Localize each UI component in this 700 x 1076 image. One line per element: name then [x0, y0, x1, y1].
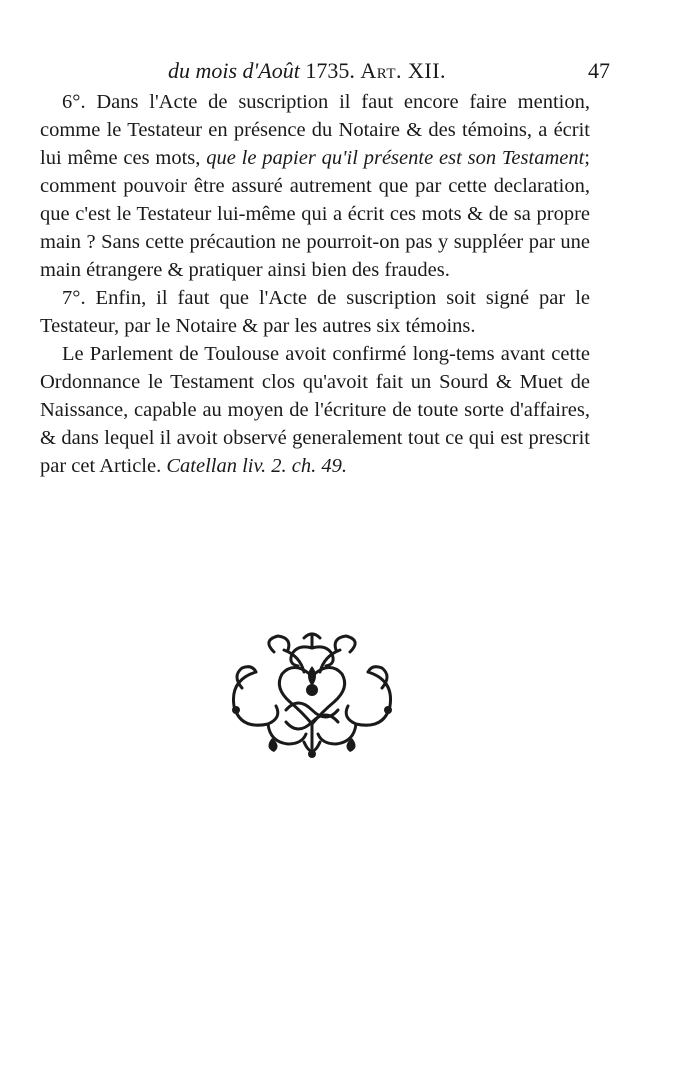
running-title-article: Art. XII.: [360, 58, 447, 83]
running-title: [168, 58, 446, 84]
citation: Catellan liv. 2. ch. 49.: [166, 455, 348, 477]
body-text: [40, 88, 590, 480]
paragraph-parlement: [40, 340, 590, 480]
paragraph-text: Enfin, il faut que l'Acte de suscription soit signé par le Testateur, par le Notaire & par les autres six témoins.: [40, 287, 590, 337]
page-number: 47: [588, 58, 610, 83]
running-title-italic: du mois d'Août: [168, 58, 300, 83]
paragraph-number: 7°.: [62, 287, 86, 309]
paragraph-7: [40, 284, 590, 340]
paragraph-text: Dans l'Acte de suscription il faut encore faire mention, comme le Testateur en présence du Notaire & des témoins, a écrit lui même ces mots,: [40, 91, 590, 169]
paragraph-6: [40, 88, 590, 284]
floral-tailpiece-ornament-icon: [212, 626, 412, 766]
ornament-graphic: [212, 626, 412, 766]
running-title-year: 1735.: [305, 58, 355, 83]
running-header: [40, 58, 660, 88]
paragraph-text: Le Parlement de Toulouse avoit confirmé long-tems avant cette Ordonnance le Testament clos qu'avoit fait un Sourd & Muet de Naissance, capable au moyen de l'écriture de toute sorte d'affaires, & dans lequel il avoit observé generalement tout ce qui est prescrit par cet Article.: [40, 343, 590, 477]
paragraph-text: ; comment pouvoir être assuré autrement que par cette declaration, que c'est le Testateur lui-même qui a écrit ces mots & de sa propre main ? Sans cette précaution ne pourroit-on pas y suppléer par une main étrangere & pratiquer ainsi bien des fraudes.: [40, 147, 590, 281]
paragraph-number: 6°.: [62, 91, 86, 113]
quoted-phrase: que le papier qu'il présente est son Testament: [206, 147, 585, 169]
